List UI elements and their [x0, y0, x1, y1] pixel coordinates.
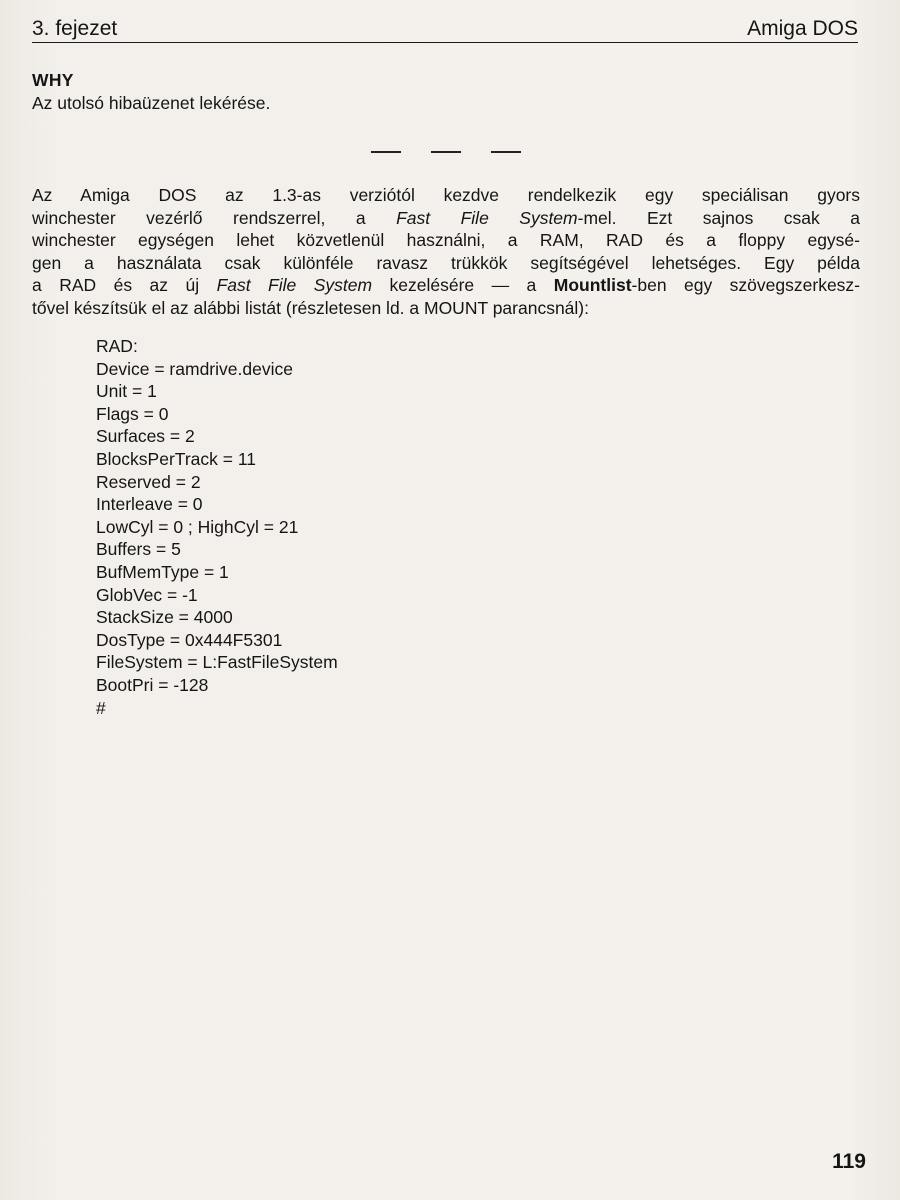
listing-line: Flags = 0 — [96, 403, 169, 424]
text-run: -mel. Ezt sajnos csak a — [577, 207, 860, 228]
paragraph-line — [32, 229, 860, 252]
italic-term: Fast File System — [216, 275, 373, 295]
listing-line: BlocksPerTrack = 11 — [96, 448, 256, 469]
listing-line: LowCyl = 0 ; HighCyl = 21 — [96, 516, 299, 537]
italic-term: Fast File System — [396, 207, 578, 228]
page-number: 119 — [832, 1150, 866, 1173]
text-run: gen a használata csak különféle ravasz trükkök segítségével lehetséges. Egy példa — [32, 252, 860, 273]
listing-line: # — [96, 697, 106, 718]
listing-line: Reserved = 2 — [96, 471, 201, 492]
section-separator — [431, 151, 461, 153]
bold-term: Mountlist — [553, 275, 632, 295]
listing-line: FileSystem = L:FastFileSystem — [96, 652, 338, 673]
listing-line: RAD: — [96, 336, 138, 356]
listing-line: Surfaces = 2 — [96, 426, 195, 447]
paragraph-line — [32, 297, 860, 320]
listing-line: Buffers = 5 — [96, 539, 181, 560]
mountlist-listing — [96, 335, 338, 719]
book-title: Amiga DOS — [747, 17, 858, 40]
running-header — [32, 16, 858, 43]
text-run: winchester egységen lehet közvetlenül használni, a RAM, RAD és a floppy egysé- — [32, 230, 860, 250]
listing-line: GlobVec = -1 — [96, 584, 198, 605]
listing-line: DosType = 0x444F5301 — [96, 629, 283, 650]
paragraph-line — [32, 274, 860, 297]
paragraph-line — [32, 207, 860, 230]
text-run: -ben egy szövegszerkesz- — [631, 275, 861, 295]
listing-line: Interleave = 0 — [96, 494, 203, 515]
text-run: kezelésére — a — [372, 275, 554, 295]
command-description: Az utolsó hibaüzenet lekérése. — [32, 93, 271, 113]
listing-line: BufMemType = 1 — [96, 561, 229, 582]
listing-line: Unit = 1 — [96, 381, 157, 402]
body-paragraph — [32, 184, 860, 319]
paragraph-line — [32, 252, 860, 275]
chapter-label: 3. fejezet — [32, 17, 118, 40]
listing-line: StackSize = 4000 — [96, 607, 233, 628]
text-run: a RAD és az új — [32, 275, 217, 295]
section-separator — [491, 151, 521, 153]
text-run: tővel készítsük el az alábbi listát (részletesen ld. a MOUNT parancsnál): — [32, 297, 589, 318]
section-separator — [371, 151, 401, 153]
text-run: Az Amiga DOS az 1.3-as verziótól kezdve rendelkezik egy speciálisan gyors — [32, 185, 860, 205]
paragraph-line — [32, 184, 860, 207]
command-name: WHY — [32, 70, 74, 90]
listing-line: Device = ramdrive.device — [96, 358, 293, 379]
listing-line: BootPri = -128 — [96, 674, 209, 695]
text-run: winchester vezérlő rendszerrel, a — [32, 207, 397, 228]
